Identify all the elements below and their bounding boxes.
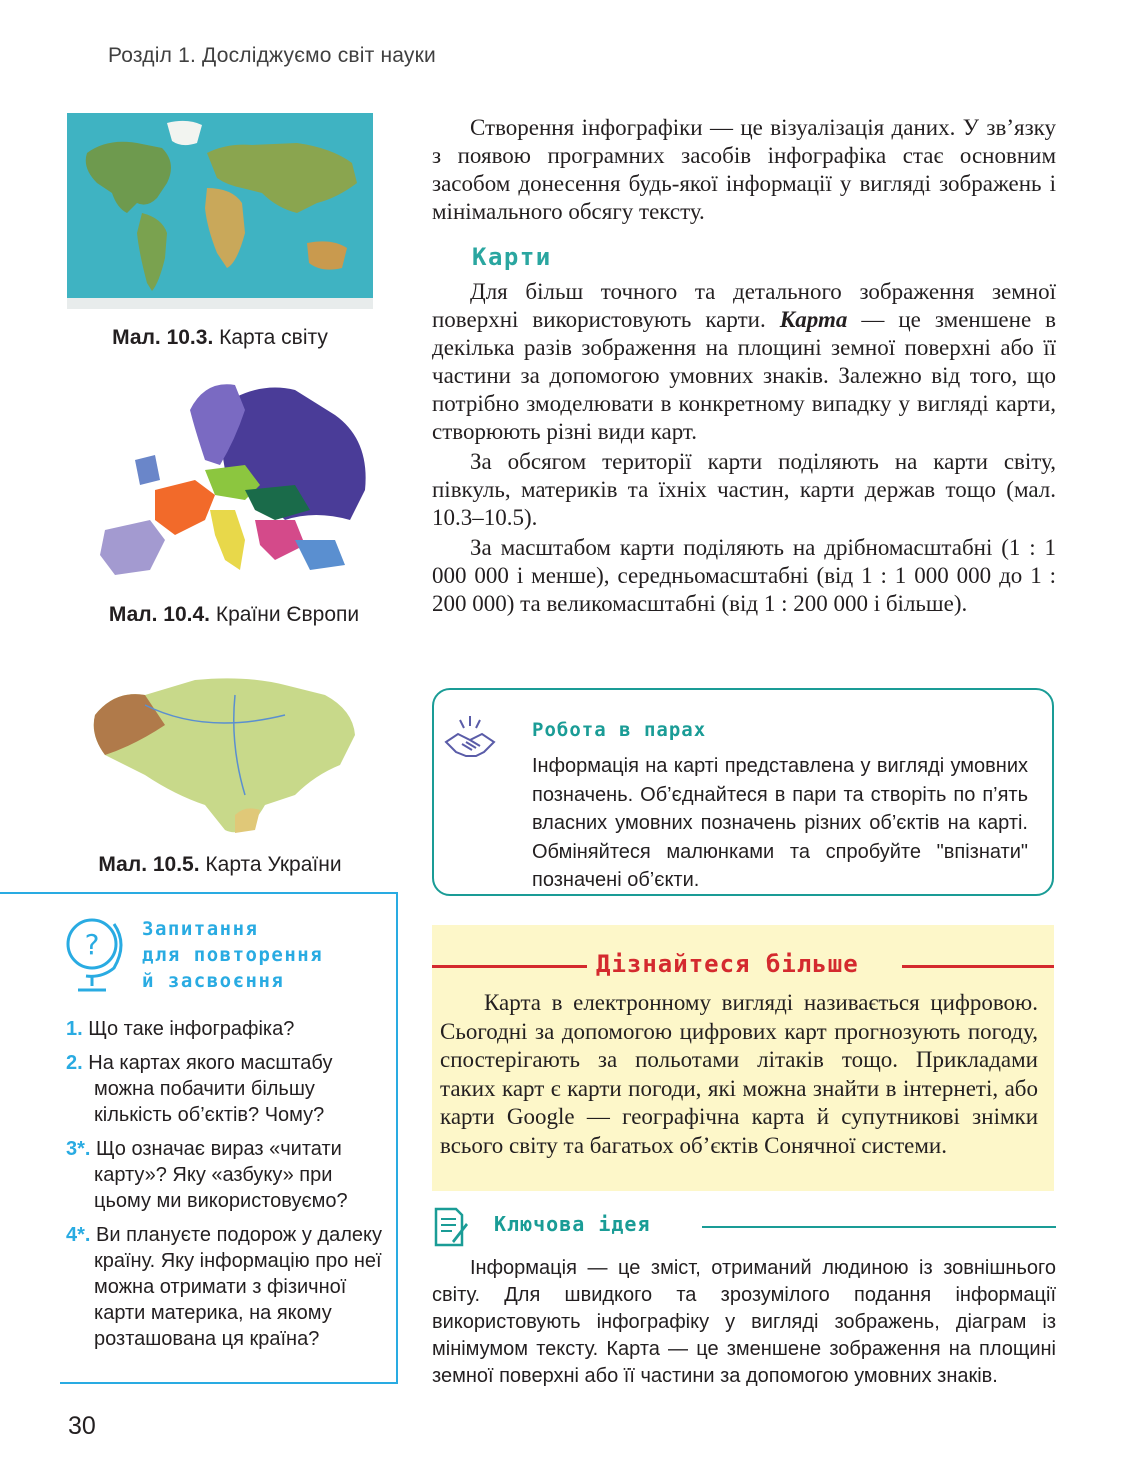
figure-label: Мал. 10.3.: [112, 326, 214, 349]
questions-list: [66, 1016, 386, 1360]
key-idea-divider: [702, 1226, 1056, 1228]
question-text: Ви плануєте подорож у далеку країну. Яку інформацію про неї можна отримати з фізичної карти материка, на якому розташована ця країна?: [94, 1224, 382, 1350]
key-idea-title: Ключова ідея: [494, 1212, 651, 1236]
questions-title: [142, 916, 392, 994]
intro-text: Створення інфографіки — це візуалізація даних. У зв’язку з появою програмних засобів інфографіка стає основним засобом донесення будь-якої інформації у вигляді зображень і мінімального обсягу тексту.: [432, 115, 1056, 224]
question-number: 4*.: [66, 1224, 91, 1246]
question-item: [66, 1136, 386, 1214]
term-map: Карта: [779, 307, 848, 332]
figure-caption-world: [67, 326, 373, 350]
learn-more-divider-right: [902, 965, 1054, 968]
question-text: Що таке інфографіка?: [88, 1018, 295, 1040]
key-idea-text: [432, 1255, 1056, 1390]
maps-section-text: [432, 278, 1056, 618]
question-number: 2.: [66, 1052, 83, 1074]
question-text: Що означає вираз «читати карту»? Яку «азбуку» при цьому ми використовуємо?: [94, 1138, 348, 1212]
maps-paragraph-2: За обсягом території карти поділяють на карти світу, півкуль, материків та їхніх частин, карти держав тощо (мал. 10.3–10.5).: [432, 449, 1056, 530]
questions-frame-right: [396, 892, 398, 1384]
globe-question-icon: [62, 912, 128, 998]
handshake-icon: [440, 712, 500, 768]
maps-paragraph-3: За масштабом карти поділяють на дрібномасштабні (1 : 1 000 000 і менше), середньомасштабні (від 1 : 1 000 000 до 1 : 200 000) та великомасштабні (від 1 : 200 000 і більше).: [432, 535, 1056, 616]
pair-work-text: Інформація на карті представлена у вигляді умовних позначень. Об’єднайтеся в пари та створіть по п’ять власних умовних позначень різних об’єктів на карті. Обміняйтеся малюнками та спробуйте "впізнати" позначені об’єкти.: [532, 755, 1028, 891]
figure-caption-text: Країни Європи: [215, 603, 360, 626]
intro-paragraph: [432, 114, 1056, 226]
question-number: 3*.: [66, 1138, 91, 1160]
questions-frame-top: [0, 892, 398, 894]
ukraine-map-image: [85, 655, 363, 845]
world-map-image: [67, 113, 373, 309]
questions-title-line: Запитання: [142, 918, 259, 940]
maps-section-heading: Карти: [472, 243, 552, 271]
questions-title-line: для повторення: [142, 944, 324, 966]
figure-caption-europe: [67, 603, 401, 627]
running-head: Розділ 1. Досліджуємо світ науки: [108, 44, 436, 67]
question-item: [66, 1016, 386, 1042]
figure-caption-ukraine: [67, 853, 373, 877]
figure-caption-text: Карта України: [205, 853, 342, 876]
key-idea-paragraph: Інформація — це зміст, отриманий людиною із зовнішнього світу. Для швидкого та зрозумілого подання інформації використовують інфографіку у вигляді зображень, діаграм із мінімумом тексту. Карта — це зменшене зображення на площині земної поверхні або її частини за допомогою умовних знаків.: [432, 1257, 1056, 1387]
learn-more-divider-left: [432, 965, 587, 968]
svg-text:?: ?: [84, 928, 100, 961]
learn-more-paragraph: Карта в електронному вигляді називається цифровою. Сьогодні за допомогою цифрових карт прогнозують погоду, спостерігають за польотами літаків тощо. Прикладами таких карт є карти погоди, які можна знайти в інтернеті, або карти Google — географічна карта й супутникові знімки всього світу та багатьох об’єктів Сонячної системи.: [440, 990, 1038, 1158]
figure-label: Мал. 10.4.: [108, 603, 210, 626]
maps-paragraph-1: Для більш точного та детального зображення земної поверхні використовують карти. Карта — це зменшене в декілька разів зображення на площині земної поверхні або її частини за допомогою умовних знаків. Залежно від того, що потрібно змоделювати в конкретному випадку у вигляді карти, створюють різні види карт.: [432, 279, 1056, 444]
page-number: 30: [68, 1412, 96, 1440]
europe-map-image: [95, 370, 373, 595]
question-text: На картах якого масштабу можна побачити більшу кількість об’єктів? Чому?: [88, 1052, 333, 1126]
pair-work-title: Робота в парах: [532, 719, 707, 741]
figure-label: Мал. 10.5.: [98, 853, 200, 876]
question-item: [66, 1222, 386, 1352]
figure-caption-text: Карта світу: [219, 326, 328, 349]
learn-more-text: [440, 989, 1038, 1160]
learn-more-title: Дізнайтеся більше: [596, 950, 859, 978]
questions-frame-bottom: [60, 1382, 398, 1384]
questions-title-line: й засвоєння: [142, 970, 285, 992]
question-number: 1.: [66, 1018, 83, 1040]
question-item: [66, 1050, 386, 1128]
notepad-pen-icon: [432, 1205, 468, 1249]
